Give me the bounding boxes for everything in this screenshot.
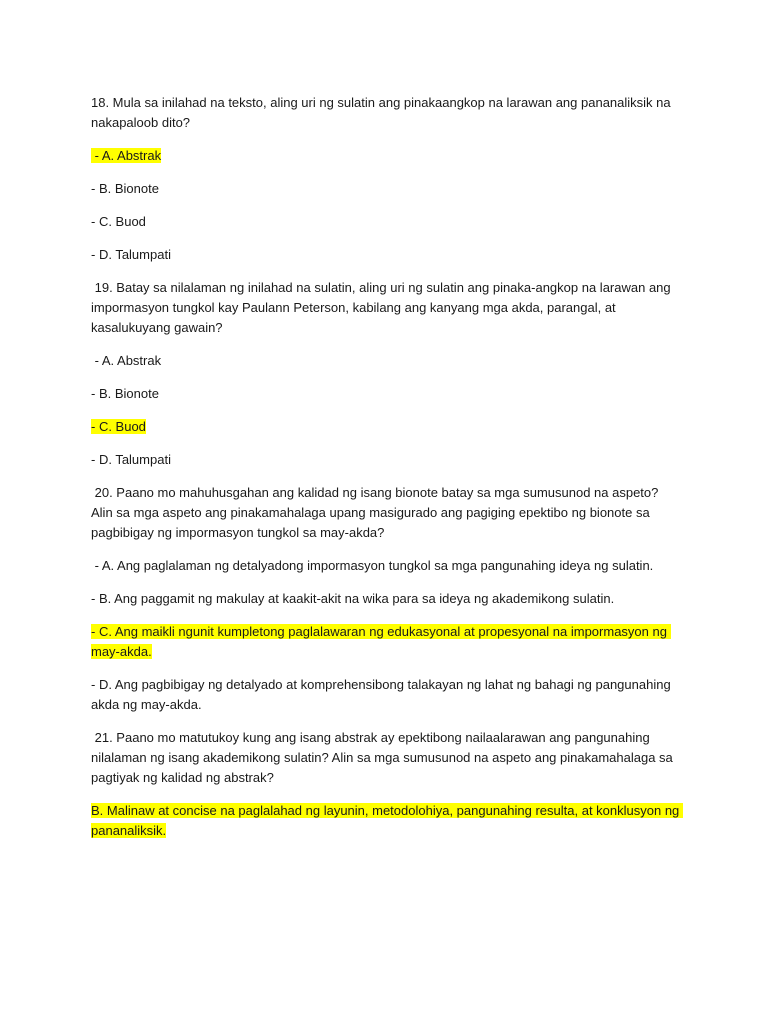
question-20-option-c: - C. Ang maikli ngunit kumpletong paglalawaran ng edukasyonal at propesyonal na impormasyon ng may-akda. — [91, 624, 671, 659]
question-19-option-a: - A. Abstrak — [91, 353, 162, 368]
question-19-option-d: - D. Talumpati — [91, 452, 171, 467]
question-20-option-d: - D. Ang pagbibigay ng detalyado at komprehensibong talakayan ng lahat ng bahagi ng pangunahing akda ng may-akda. — [91, 677, 675, 712]
question-18-option-b: - B. Bionote — [91, 181, 159, 196]
question-19-option-b: - B. Bionote — [91, 386, 159, 401]
question-18-option-d: - D. Talumpati — [91, 247, 171, 262]
question-20-text: 20. Paano mo mahuhusgahan ang kalidad ng isang bionote batay sa mga sumusunod na aspeto? Alin sa mga aspeto ang pinakamahalaga upang masigurado ang pagiging epektibo ng bionote sa pagbibigay ng impormasyon tungkol sa may-akda? — [91, 485, 662, 540]
question-20-option-b: - B. Ang paggamit ng makulay at kaakit-akit na wika para sa ideya ng akademikong sulatin. — [91, 591, 615, 606]
question-19-option-c: - C. Buod — [91, 419, 146, 434]
question-21-answer: B. Malinaw at concise na paglalahad ng layunin, metodolohiya, pangunahing resulta, at konklusyon ng pananaliksik. — [91, 803, 683, 838]
question-19-text: 19. Batay sa nilalaman ng inilahad na sulatin, aling uri ng sulatin ang pinaka-angkop na larawan ang impormasyon tungkol kay Paulann Peterson, kabilang ang kanyang mga akda, parangal, at kasalukuyang gawain? — [91, 280, 675, 335]
question-20-option-a: - A. Ang paglalaman ng detalyadong impormasyon tungkol sa mga pangunahing ideya ng sulatin. — [91, 558, 654, 573]
question-21-text: 21. Paano mo matutukoy kung ang isang abstrak ay epektibong nailaalarawan ang pangunahing nilalaman ng isang akademikong sulatin? Alin sa mga sumusunod na aspeto ang pinakamahalaga sa pagtiyak ng kalidad ng abstrak? — [91, 730, 677, 785]
question-18-text: 18. Mula sa inilahad na teksto, aling uri ng sulatin ang pinakaangkop na larawan ang pananaliksik na nakapaloob dito? — [91, 95, 675, 130]
document-page — [91, 93, 681, 854]
question-18-option-c: - C. Buod — [91, 214, 146, 229]
question-18-option-a: - A. Abstrak — [91, 148, 162, 163]
